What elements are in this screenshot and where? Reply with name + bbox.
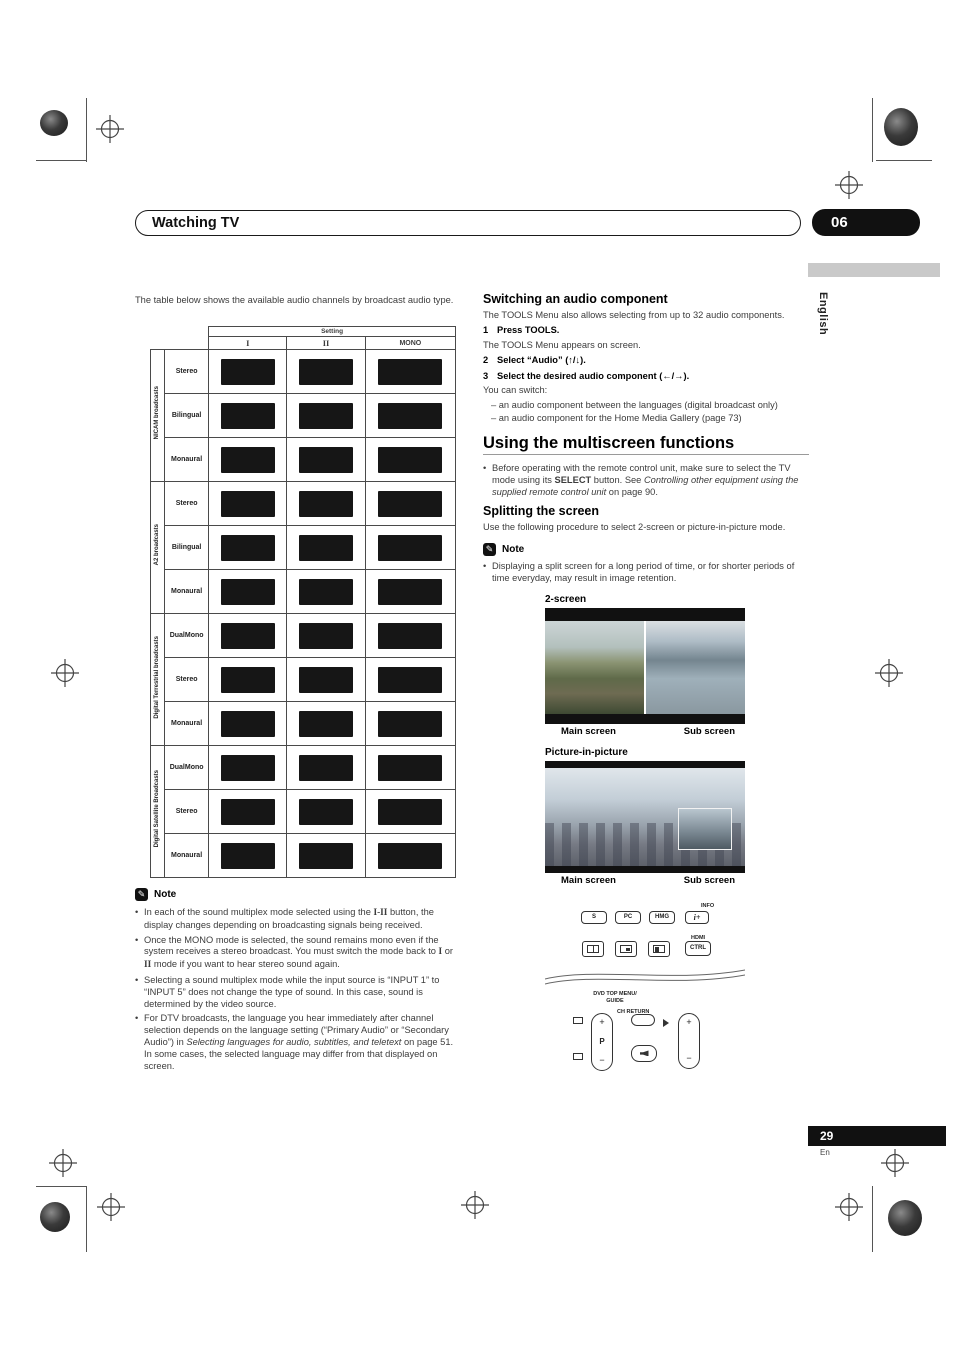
section-heading-multiscreen: Using the multiscreen functions [483, 438, 809, 456]
broadcast-group [151, 350, 165, 482]
osd-display-sample [378, 403, 442, 429]
osd-display-sample [299, 491, 353, 517]
osd-display-sample [378, 799, 442, 825]
page-number: 29 [820, 1129, 834, 1143]
swap-button [648, 941, 670, 957]
broadcast-group-label: Digital Terrestrial broadcasts [154, 635, 161, 719]
step-text: Select the desired audio component (←/→). [497, 370, 690, 381]
osd-display-sample [299, 403, 353, 429]
audio-channel-table [150, 326, 456, 878]
channel-rocker [591, 1013, 613, 1071]
osd-display-sample [221, 799, 275, 825]
audio-mode-label: DualMono [165, 614, 209, 658]
osd-display-sample [221, 359, 275, 385]
mute-button [631, 1045, 657, 1062]
osd-display-sample [378, 579, 442, 605]
letterbox-bar [545, 761, 745, 768]
pip-icon [620, 945, 632, 953]
step-1 [483, 325, 809, 337]
pc-button: PC [615, 911, 641, 924]
crop-line [86, 98, 87, 162]
table-header-setting: Setting [209, 327, 456, 337]
info-button: i+ [685, 911, 709, 924]
sub-screen-label: Sub screen [683, 875, 735, 887]
chapter-title-rule [135, 210, 801, 236]
osd-display-sample [299, 755, 353, 781]
channel-screen-icon [573, 1053, 583, 1060]
registration-target-br [880, 1148, 910, 1178]
step-3 [483, 371, 809, 383]
note-text: mode if you want to hear stereo sound again. [151, 959, 340, 970]
two-screen-icon [587, 945, 599, 953]
hmg-button: HMG [649, 911, 675, 924]
note-bullet: • Selecting a sound multiplex mode while the input source is “INPUT 1” to “INPUT 5” does not change the type of sound. In this case, sound is determined by the video source. [135, 975, 459, 1010]
osd-display-sample [378, 491, 442, 517]
osd-display-sample [299, 799, 353, 825]
osd-display-sample [221, 667, 275, 693]
switch-item: – an audio component between the languages (digital broadcast only) [491, 399, 778, 410]
chapter-number: 06 [831, 214, 848, 231]
language-label: English [817, 292, 829, 336]
step-number: 3 [483, 370, 489, 381]
pip-sub-screen [678, 808, 732, 850]
broadcast-group-label: NICAM broadcasts [154, 386, 161, 440]
osd-display-sample [221, 579, 275, 605]
crop-line [36, 1186, 86, 1187]
audio-mode-label: Monaural [165, 834, 209, 878]
body-text-italic: Controlling other equipment using the supplied remote control unit [492, 474, 799, 497]
note-text: For DTV broadcasts, the language you hear immediately after channel selection depends on the language setting (“Primary Audio” or “Secondary Audio”) in [144, 1013, 449, 1047]
note-text-italic: Selecting languages for audio, subtitles, and teletext [186, 1036, 402, 1047]
note-icon: ✎ [483, 543, 496, 556]
dvd-top-menu-label: DVD TOP MENU/ [593, 990, 637, 997]
registration-dot-tr [884, 108, 918, 146]
volume-rocker [678, 1013, 700, 1069]
registration-target-tr [834, 170, 864, 200]
footer-language: En [820, 1148, 830, 1157]
channel-p-label: P [599, 1037, 605, 1047]
broadcast-group [151, 482, 165, 614]
crop-line [876, 160, 932, 161]
audio-mode-label: Monaural [165, 702, 209, 746]
osd-display-sample [299, 843, 353, 869]
osd-display-sample [299, 623, 353, 649]
column-header-mono: MONO [365, 337, 455, 350]
registration-target-br2 [834, 1192, 864, 1222]
guide-label: GUIDE [606, 997, 624, 1004]
main-screen-label: Main screen [561, 726, 616, 738]
osd-display-sample [299, 447, 353, 473]
multiscreen-bullet [483, 463, 809, 498]
chapter-number-box [812, 209, 920, 236]
audio-mode-label: Stereo [165, 658, 209, 702]
note-title: Note [154, 889, 177, 900]
two-screen-button [582, 941, 604, 957]
osd-display-sample [378, 667, 442, 693]
section-intro: The TOOLS Menu also allows selecting from up to 32 audio components. [483, 309, 785, 320]
main-screen-photo [545, 768, 745, 866]
audio-mode-label: Stereo [165, 482, 209, 526]
section-heading-audio-component: Switching an audio component [483, 292, 668, 306]
figure-caption-pip: Picture-in-picture [545, 746, 628, 758]
hdmi-label: HDMI [691, 934, 706, 941]
step-2 [483, 355, 809, 367]
osd-display-sample [299, 359, 353, 385]
note-title: Note [502, 544, 525, 556]
pip-button [615, 941, 637, 957]
note-bullet: • Displaying a split screen for a long period of time, or for shorter periods of time everyday, may result in image retention. [483, 561, 809, 585]
osd-display-sample [221, 843, 275, 869]
chapter-title: Watching TV [152, 215, 240, 231]
body-text: button. See [591, 474, 644, 485]
osd-display-sample [221, 755, 275, 781]
audio-mode-label: Bilingual [165, 394, 209, 438]
audio-mode-label: Stereo [165, 350, 209, 394]
registration-target-mr [874, 658, 904, 688]
sub-screen-photo [646, 621, 745, 714]
note-text-bold: II [144, 960, 152, 971]
column-header-i: I [209, 337, 287, 350]
broadcast-group [151, 614, 165, 746]
table-intro-text: The table below shows the available audio channels by broadcast audio type. [135, 295, 454, 305]
right-column [483, 294, 809, 1086]
volume-up: + [686, 1016, 692, 1027]
two-screen-figure [545, 608, 745, 724]
switch-intro: You can switch: [483, 385, 548, 395]
osd-display-sample [378, 843, 442, 869]
osd-display-sample [299, 535, 353, 561]
osd-display-sample [378, 447, 442, 473]
osd-display-sample [221, 711, 275, 737]
volume-down: − [686, 1053, 692, 1064]
registration-dot-bl [40, 1202, 70, 1232]
registration-target-tl [95, 114, 125, 144]
language-tab-bar [808, 263, 940, 277]
sub-screen-label: Sub screen [683, 726, 735, 738]
page-number-box [808, 1126, 946, 1146]
switch-item: – an audio component for the Home Media Gallery (page 73) [491, 413, 742, 423]
audio-mode-label: Monaural [165, 438, 209, 482]
registration-target-bl2 [96, 1192, 126, 1222]
step-number: 2 [483, 355, 489, 365]
note-text: or [442, 946, 454, 957]
crop-line [872, 98, 873, 162]
ch-return-label: CH RETURN [617, 1008, 650, 1015]
pip-figure [545, 761, 745, 873]
osd-display-sample [221, 447, 275, 473]
crop-line [86, 1186, 87, 1252]
note-bullet [135, 1013, 459, 1072]
s-button: S [581, 911, 607, 924]
osd-display-sample [378, 623, 442, 649]
broadcast-group-label: A2 broadcasts [154, 524, 161, 566]
note-text-bold: I [438, 947, 443, 958]
body-text-bold: SELECT [554, 474, 592, 485]
osd-display-sample [378, 711, 442, 737]
osd-display-sample [299, 711, 353, 737]
audio-mode-label: Stereo [165, 790, 209, 834]
letterbox-bar [545, 866, 745, 873]
osd-display-sample [221, 403, 275, 429]
letterbox-bar [545, 714, 745, 724]
osd-display-sample [221, 623, 275, 649]
crop-line [36, 160, 86, 161]
osd-display-sample [378, 755, 442, 781]
note-text-bold: I-II [373, 908, 388, 918]
channel-screen-icon [573, 1017, 583, 1024]
note-icon: ✎ [135, 888, 148, 901]
osd-display-sample [378, 535, 442, 561]
broadcast-group [151, 746, 165, 878]
left-note-section [135, 888, 459, 1075]
step-1-detail: The TOOLS Menu appears on screen. [483, 339, 641, 350]
audio-mode-label: Bilingual [165, 526, 209, 570]
crop-line [872, 1186, 873, 1252]
registration-dot-tl [40, 110, 68, 136]
note-text: Once the MONO mode is selected, the sound remains mono even if the system receives a stereo broadcast. You must switch the mode back to [144, 934, 439, 957]
osd-display-sample [221, 535, 275, 561]
osd-display-sample [221, 491, 275, 517]
hdmi-ctrl-button: CTRL [685, 941, 711, 956]
figure-caption-2screen: 2-screen [545, 593, 587, 605]
subsection-heading-splitting: Splitting the screen [483, 504, 599, 519]
mute-speaker-icon [640, 1050, 649, 1056]
step-text: Select “Audio” (↑/↓). [497, 355, 586, 365]
channel-down: − [599, 1055, 605, 1066]
splitting-intro: Use the following procedure to select 2-screen or picture-in-picture mode. [483, 521, 786, 532]
osd-display-sample [299, 667, 353, 693]
registration-target-ml [50, 658, 80, 688]
note-text: In each of the sound multiplex mode selected using the [144, 907, 374, 917]
audio-mode-label: Monaural [165, 570, 209, 614]
note-bullet [135, 935, 459, 972]
registration-target-bc [460, 1190, 490, 1220]
volume-speaker-icon [663, 1019, 669, 1027]
remote-illustration [545, 901, 745, 1086]
column-header-ii: II [287, 337, 365, 350]
main-screen-label: Main screen [561, 875, 616, 887]
osd-display-sample [299, 579, 353, 605]
body-text: on page 90. [606, 486, 658, 497]
step-number: 1 [483, 325, 489, 335]
audio-mode-label: DualMono [165, 746, 209, 790]
table-corner [151, 327, 209, 350]
registration-dot-br [888, 1200, 922, 1236]
ch-return-button [631, 1014, 655, 1026]
letterbox-bar [545, 608, 745, 621]
channel-up: + [599, 1016, 605, 1027]
info-label: INFO [701, 902, 715, 909]
broadcast-group-label: Digital Satellite Broadcasts [154, 770, 161, 848]
note-text: button, the display changes depending on broadcasting signals being received. [144, 907, 434, 930]
note-bullet [135, 907, 459, 932]
remote-body-break-lines [545, 963, 745, 987]
registration-target-bl [48, 1148, 78, 1178]
main-screen-photo [545, 621, 644, 714]
body-text: Before operating with the remote control unit, make sure to select the TV mode using its [492, 463, 791, 485]
swap-icon [653, 945, 665, 953]
note-text: on page 51. In some cases, the selected language may differ from that displayed on screen. [144, 1036, 454, 1071]
osd-display-sample [378, 359, 442, 385]
step-text: Press TOOLS. [497, 325, 560, 335]
